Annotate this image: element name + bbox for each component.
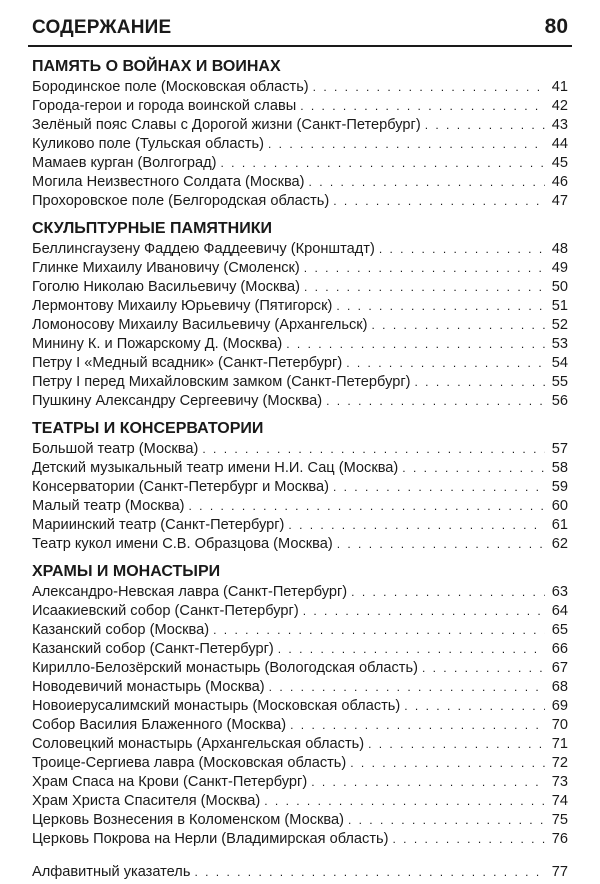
entry-page-number: 62 bbox=[551, 536, 568, 552]
entry-title: Казанский собор (Москва) bbox=[32, 622, 210, 638]
dot-leader bbox=[346, 354, 545, 373]
dot-leader bbox=[202, 440, 545, 459]
entry-title: Консерватории (Санкт-Петербург и Москва) bbox=[32, 479, 329, 495]
entry-page-number: 49 bbox=[551, 260, 568, 276]
entry-title: Гоголю Николаю Васильевичу (Москва) bbox=[32, 279, 300, 295]
toc-entry[interactable] bbox=[32, 354, 568, 373]
toc-entry[interactable] bbox=[32, 621, 568, 640]
entry-title: Зелёный пояс Славы с Дорогой жизни (Санкт-Петербург) bbox=[32, 117, 421, 133]
dot-leader bbox=[278, 640, 545, 659]
entry-title: Храм Спаса на Крови (Санкт-Петербург) bbox=[32, 774, 308, 790]
dot-leader bbox=[348, 811, 545, 830]
entry-title: Беллинсгаузену Фаддею Фаддеевичу (Кронштадт) bbox=[32, 241, 375, 257]
entry-page-number: 45 bbox=[551, 155, 568, 171]
entry-title: Лермонтову Михаилу Юрьевичу (Пятигорск) bbox=[32, 298, 333, 314]
toc-entry[interactable] bbox=[32, 259, 568, 278]
entry-page-number: 75 bbox=[551, 812, 568, 828]
entry-page-number: 44 bbox=[551, 136, 568, 152]
dot-leader bbox=[337, 535, 545, 554]
entry-page-number: 43 bbox=[551, 117, 568, 133]
entry-title: Петру I перед Михайловским замком (Санкт-Петербург) bbox=[32, 374, 411, 390]
toc-entry[interactable] bbox=[32, 297, 568, 316]
entry-title: Ломоносову Михаилу Васильевичу (Архангельск) bbox=[32, 317, 368, 333]
toc-entry[interactable] bbox=[32, 640, 568, 659]
entry-page-number: 72 bbox=[551, 755, 568, 771]
dot-leader bbox=[290, 716, 545, 735]
page-header bbox=[32, 14, 568, 44]
toc-entry[interactable] bbox=[32, 659, 568, 678]
entry-title: Глинке Михаилу Ивановичу (Смоленск) bbox=[32, 260, 300, 276]
section-heading: ХРАМЫ И МОНАСТЫРИ bbox=[32, 563, 221, 580]
entry-page-number: 76 bbox=[551, 831, 568, 847]
dot-leader bbox=[402, 459, 545, 478]
entry-page-number: 64 bbox=[551, 603, 568, 619]
toc-entry[interactable] bbox=[32, 811, 568, 830]
entry-page-number: 50 bbox=[551, 279, 568, 295]
toc-entry[interactable] bbox=[32, 278, 568, 297]
entry-title: Кирилло-Белозёрский монастырь (Вологодская область) bbox=[32, 660, 418, 676]
entry-page-number: 65 bbox=[551, 622, 568, 638]
entry-page-number: 60 bbox=[551, 498, 568, 514]
entry-page-number: 46 bbox=[551, 174, 568, 190]
toc-entry[interactable] bbox=[32, 735, 568, 754]
entry-page-number: 66 bbox=[551, 641, 568, 657]
toc-entry[interactable] bbox=[32, 440, 568, 459]
toc-entry[interactable] bbox=[32, 97, 568, 116]
dot-leader bbox=[392, 830, 545, 849]
entry-page-number: 71 bbox=[551, 736, 568, 752]
dot-leader bbox=[333, 192, 545, 211]
entry-title: Новодевичий монастырь (Москва) bbox=[32, 679, 265, 695]
toc-entry[interactable] bbox=[32, 135, 568, 154]
dot-leader bbox=[304, 278, 545, 297]
toc-entry[interactable] bbox=[32, 478, 568, 497]
dot-leader bbox=[336, 297, 545, 316]
toc-section bbox=[32, 56, 568, 211]
entry-title: Петру I «Медный всадник» (Санкт-Петербург) bbox=[32, 355, 343, 371]
toc-entry[interactable] bbox=[32, 335, 568, 354]
dot-leader bbox=[194, 863, 545, 882]
dot-leader bbox=[350, 754, 545, 773]
entry-title: Александро-Невская лавра (Санкт-Петербург) bbox=[32, 584, 348, 600]
dot-leader bbox=[188, 497, 545, 516]
toc-entry[interactable] bbox=[32, 154, 568, 173]
dot-leader bbox=[422, 659, 545, 678]
dot-leader bbox=[300, 97, 545, 116]
dot-leader bbox=[372, 316, 546, 335]
entry-page-number: 48 bbox=[551, 241, 568, 257]
dot-leader bbox=[415, 373, 545, 392]
entry-title: Собор Василия Блаженного (Москва) bbox=[32, 717, 287, 733]
toc-entry[interactable] bbox=[32, 516, 568, 535]
entry-title: Мариинский театр (Санкт-Петербург) bbox=[32, 517, 285, 533]
dot-leader bbox=[268, 135, 545, 154]
entry-title: Пушкину Александру Сергеевичу (Москва) bbox=[32, 393, 323, 409]
entry-title: Троице-Сергиева лавра (Московская область) bbox=[32, 755, 347, 771]
entry-title: Могила Неизвестного Солдата (Москва) bbox=[32, 174, 305, 190]
dot-leader bbox=[311, 773, 545, 792]
toc-entry[interactable] bbox=[32, 678, 568, 697]
dot-leader bbox=[288, 516, 545, 535]
toc-entry[interactable] bbox=[32, 583, 568, 602]
entry-title: Малый театр (Москва) bbox=[32, 498, 185, 514]
entry-page-number: 53 bbox=[551, 336, 568, 352]
toc-entry[interactable] bbox=[32, 373, 568, 392]
entry-title: Новоиерусалимский монастырь (Московская область) bbox=[32, 698, 401, 714]
toc-entry[interactable] bbox=[32, 392, 568, 411]
entry-page-number: 74 bbox=[551, 793, 568, 809]
entry-title: Храм Христа Спасителя (Москва) bbox=[32, 793, 261, 809]
dot-leader bbox=[379, 240, 545, 259]
entry-title: Театр кукол имени С.В. Образцова (Москва) bbox=[32, 536, 333, 552]
entry-page-number: 58 bbox=[551, 460, 568, 476]
entry-title: Большой театр (Москва) bbox=[32, 441, 199, 457]
entry-page-number: 52 bbox=[551, 317, 568, 333]
toc-entry[interactable] bbox=[32, 535, 568, 554]
entry-title: Мамаев курган (Волгоград) bbox=[32, 155, 217, 171]
dot-leader bbox=[333, 478, 545, 497]
entry-page-number: 56 bbox=[551, 393, 568, 409]
section-heading: СКУЛЬПТУРНЫЕ ПАМЯТНИКИ bbox=[32, 220, 272, 237]
entry-page-number: 73 bbox=[551, 774, 568, 790]
entry-page-number: 51 bbox=[551, 298, 568, 314]
toc-entry[interactable] bbox=[32, 78, 568, 97]
index-entry[interactable] bbox=[32, 863, 568, 882]
toc-entry[interactable] bbox=[32, 716, 568, 735]
entry-title: Церковь Вознесения в Коломенском (Москва) bbox=[32, 812, 344, 828]
section-heading: ТЕАТРЫ И КОНСЕРВАТОРИИ bbox=[32, 420, 264, 437]
page-number: 80 bbox=[544, 15, 568, 38]
entry-page-number: 77 bbox=[551, 864, 568, 880]
entry-title: Детский музыкальный театр имени Н.И. Сац (Москва) bbox=[32, 460, 399, 476]
header-divider bbox=[28, 45, 572, 47]
toc-section bbox=[32, 561, 568, 849]
toc-entry[interactable] bbox=[32, 754, 568, 773]
entry-title: Казанский собор (Санкт-Петербург) bbox=[32, 641, 274, 657]
entry-page-number: 67 bbox=[551, 660, 568, 676]
entry-title: Алфавитный указатель bbox=[32, 864, 191, 880]
entry-page-number: 55 bbox=[551, 374, 568, 390]
dot-leader bbox=[221, 154, 546, 173]
dot-leader bbox=[213, 621, 545, 640]
toc-entry[interactable] bbox=[32, 830, 568, 849]
entry-page-number: 41 bbox=[551, 79, 568, 95]
toc-entry[interactable] bbox=[32, 792, 568, 811]
toc-entry[interactable] bbox=[32, 173, 568, 192]
entry-page-number: 63 bbox=[551, 584, 568, 600]
dot-leader bbox=[304, 259, 545, 278]
entry-title: Города-герои и города воинской славы bbox=[32, 98, 297, 114]
entry-page-number: 70 bbox=[551, 717, 568, 733]
entry-page-number: 47 bbox=[551, 193, 568, 209]
dot-leader bbox=[368, 735, 545, 754]
entry-page-number: 61 bbox=[551, 517, 568, 533]
entry-page-number: 42 bbox=[551, 98, 568, 114]
toc-entry[interactable] bbox=[32, 116, 568, 135]
entry-page-number: 69 bbox=[551, 698, 568, 714]
entry-title: Куликово поле (Тульская область) bbox=[32, 136, 264, 152]
dot-leader bbox=[264, 792, 545, 811]
entry-page-number: 68 bbox=[551, 679, 568, 695]
dot-leader bbox=[313, 78, 545, 97]
toc-sections bbox=[32, 56, 568, 882]
toc-entry[interactable] bbox=[32, 192, 568, 211]
dot-leader bbox=[425, 116, 545, 135]
toc-entry[interactable] bbox=[32, 697, 568, 716]
toc-entry[interactable] bbox=[32, 459, 568, 478]
dot-leader bbox=[309, 173, 545, 192]
page-title: СОДЕРЖАНИЕ bbox=[32, 17, 172, 38]
toc-entry[interactable] bbox=[32, 316, 568, 335]
entry-title: Исаакиевский собор (Санкт-Петербург) bbox=[32, 603, 299, 619]
entry-title: Прохоровское поле (Белгородская область) bbox=[32, 193, 330, 209]
dot-leader bbox=[286, 335, 545, 354]
dot-leader bbox=[351, 583, 545, 602]
entry-page-number: 59 bbox=[551, 479, 568, 495]
section-heading: ПАМЯТЬ О ВОЙНАХ И ВОИНАХ bbox=[32, 58, 281, 75]
toc-entry[interactable] bbox=[32, 497, 568, 516]
entry-title: Бородинское поле (Московская область) bbox=[32, 79, 309, 95]
entry-title: Минину К. и Пожарскому Д. (Москва) bbox=[32, 336, 283, 352]
toc-section bbox=[32, 218, 568, 411]
entry-title: Соловецкий монастырь (Архангельская область) bbox=[32, 736, 365, 752]
dot-leader bbox=[404, 697, 545, 716]
dot-leader bbox=[303, 602, 545, 621]
entry-page-number: 54 bbox=[551, 355, 568, 371]
toc-entry[interactable] bbox=[32, 240, 568, 259]
entry-page-number: 57 bbox=[551, 441, 568, 457]
toc-section bbox=[32, 418, 568, 554]
dot-leader bbox=[326, 392, 545, 411]
toc-entry[interactable] bbox=[32, 773, 568, 792]
dot-leader bbox=[269, 678, 545, 697]
toc-entry[interactable] bbox=[32, 602, 568, 621]
entry-title: Церковь Покрова на Нерли (Владимирская область) bbox=[32, 831, 389, 847]
